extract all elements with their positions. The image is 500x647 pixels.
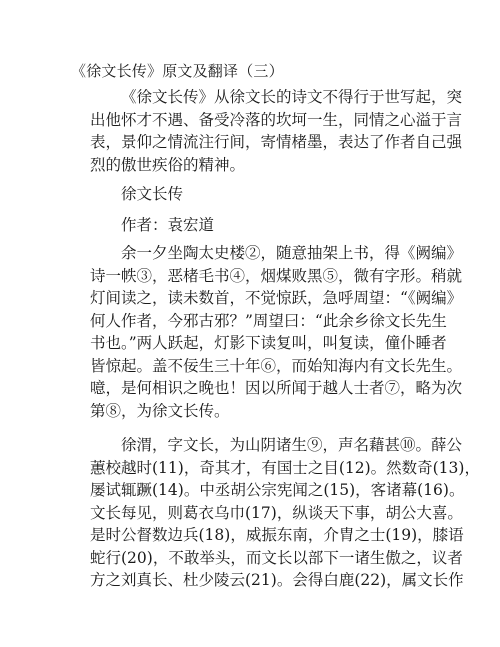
paragraph-line: 方之刘真长、杜少陵云(21)。会得白鹿(22)，属文长作 [90, 571, 464, 589]
paragraph-line: 余一夕坐陶太史楼②，随意抽架上书，得《阙编》 [121, 244, 463, 262]
paragraph-line: 屡试辄蹶(14)。中丞胡公宗宪闻之(15)，客诸幕(16)。 [90, 481, 465, 499]
paragraph-line: 何人作者，今邪古邪？”周望曰：“此余乡徐文长先生 [90, 311, 447, 330]
paragraph-line: 皆惊起。盖不佞生三十年⑥，而始知海内有文长先生。 [90, 356, 463, 375]
intro-line: 出他怀才不遇、备受冷落的坎坷一生，同情之心溢于言 [90, 110, 463, 129]
intro-line: 《徐文长传》从徐文长的诗文不得行于世写起，突 [121, 88, 463, 106]
document-title: 《徐文长传》原文及翻译（三） [71, 62, 284, 80]
paragraph-line: 书也。”两人跃起，灯影下读复叫，叫复读，僮仆睡者 [90, 334, 447, 352]
paragraph-line: 是时公督数边兵(18)，威振东南，介胄之士(19)，膝语 [90, 526, 464, 544]
paragraph-1 [90, 242, 463, 422]
text-title: 徐文长传 [121, 185, 184, 203]
paragraph-line: 第⑧，为徐文长传。 [90, 401, 230, 420]
paragraph-line: 灯间读之，读未数首，不觉惊跃，急呼周望：“《阙编》 [90, 289, 463, 307]
author-line: 作者：袁宏道 [121, 216, 215, 234]
paragraph-line: 噫，是何相识之晚也！因以所闻于越人士者⑦，略为次 [90, 379, 463, 397]
paragraph-line: 徐渭，字文长，为山阴诸生⑨，声名藉甚⑩。薛公 [121, 436, 463, 454]
intro-line: 烈的傲世疾俗的精神。 [90, 155, 246, 174]
intro-line: 表，景仰之情流注行间，寄情楮墨，表达了作者自己强 [90, 133, 463, 151]
intro-paragraph [90, 86, 463, 176]
paragraph-line: 诗一帙③，恶楮毛书④，烟煤败黑⑤，微有字形。稍就 [90, 266, 463, 285]
paragraph-line: 蛇行(20)，不敢举头，而文长以部下一诸生傲之，议者 [90, 548, 463, 567]
paragraph-2 [90, 434, 480, 592]
paragraph-line: 蕙校越时(11)，奇其才，有国士之目(12)。然数奇(13)， [90, 458, 480, 477]
paragraph-line: 文长每见，则葛衣乌巾(17)，纵谈天下事，胡公大喜。 [90, 503, 463, 522]
